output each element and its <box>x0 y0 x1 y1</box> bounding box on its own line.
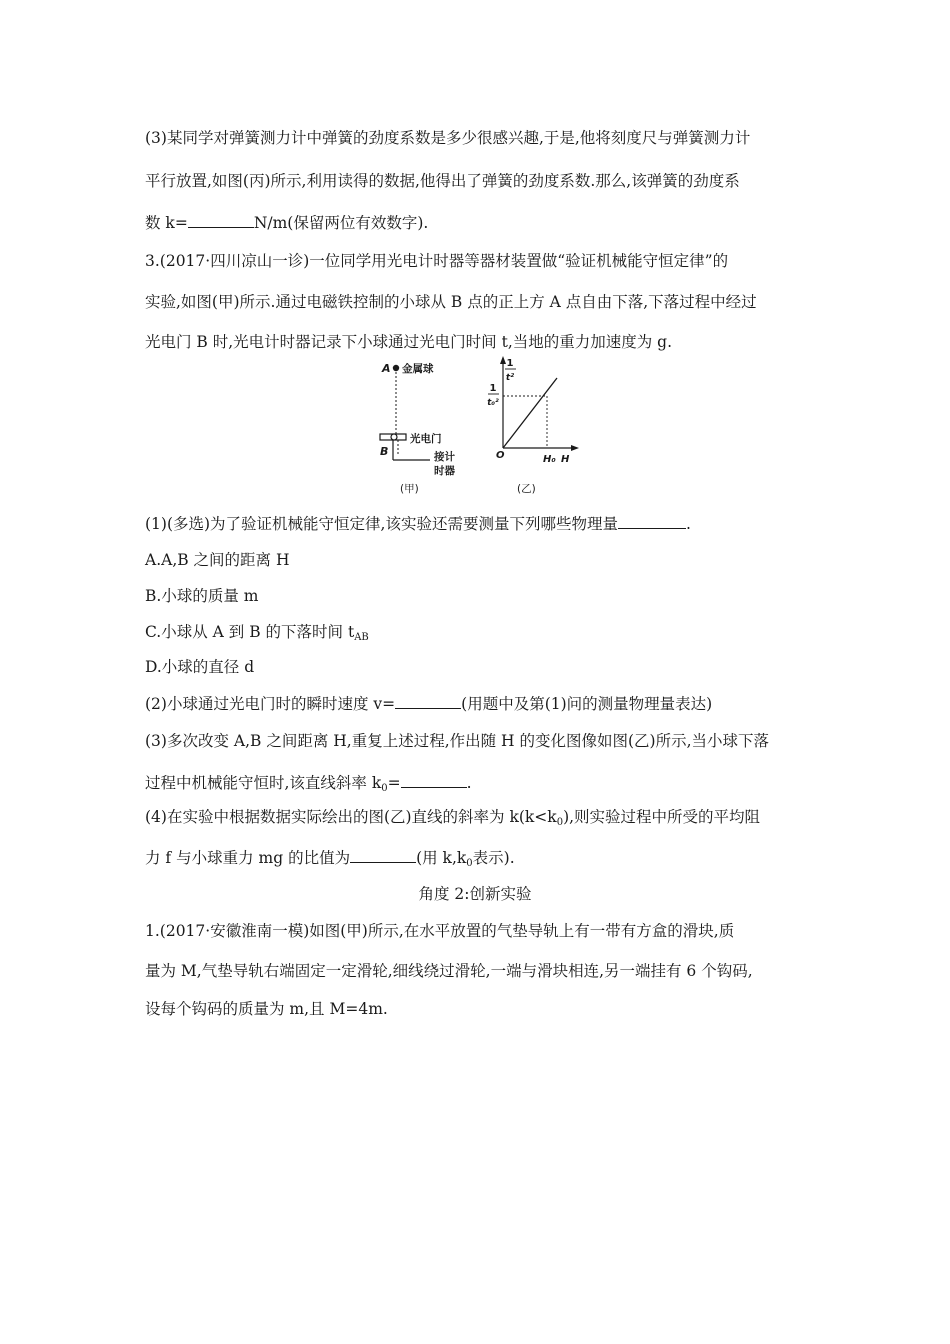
ball-label: 金属球 <box>402 363 434 375</box>
section-title: 角度 2:创新实验 <box>418 885 532 903</box>
question-line: (3)多次改变 A,B 之间距离 H,重复上述过程,作出随 H 的变化图像如图(乙)所示,当小球下落 <box>145 732 770 750</box>
x-axis-arrow <box>571 445 579 451</box>
question-line: 光电门 B 时,光电计时器记录下小球通过光电门时间 t,当地的重力加速度为 g. <box>145 333 673 351</box>
figure-yi <box>485 352 585 498</box>
caption-yi: (乙) <box>517 483 536 495</box>
text-segment: (4)在实验中根据数据实际绘出的图(乙)直线的斜率为 k(k<k <box>145 808 557 826</box>
text-segment: (用题中及第(1)问的测量物理量表达) <box>461 695 713 713</box>
option-a: A.A,B 之间的距离 H <box>145 551 290 569</box>
question-line: 量为 M,气垫导轨右端固定一定滑轮,细线绕过滑轮,一端与滑块相连,另一端挂有 6 个钩码, <box>145 962 753 980</box>
timer-label: 接计 <box>434 451 455 463</box>
question-line <box>145 846 810 875</box>
text-segment: 力 f 与小球重力 mg 的比值为 <box>145 849 351 867</box>
answer-blank <box>618 512 686 529</box>
y-axis-arrow <box>500 356 506 364</box>
question-line: 3.(2017·四川凉山一诊)一位同学用光电计时器等器材装置做“验证机械能守恒定律”的 <box>145 252 729 270</box>
text-segment: . <box>685 515 691 533</box>
y-label-denominator: t² <box>505 373 515 383</box>
text-segment: . <box>466 774 472 792</box>
answer-blank <box>401 771 467 788</box>
text-segment: (1)(多选)为了验证机械能守恒定律,该实验还需要测量下列哪些物理量 <box>145 515 618 533</box>
text-segment: 表示). <box>472 849 515 867</box>
origin-label: O <box>496 450 505 461</box>
question-line: 设每个钩码的质量为 m,且 M=4m. <box>145 1000 388 1018</box>
label-a: A <box>382 362 391 375</box>
photogate-sensor <box>391 434 397 440</box>
answer-blank <box>350 846 416 863</box>
paragraph-line: (3)某同学对弹簧测力计中弹簧的劲度系数是多少很感兴趣,于是,他将刻度尺与弹簧测力计 <box>145 129 751 147</box>
metal-ball <box>393 365 399 371</box>
y0-numerator: 1 <box>489 383 497 394</box>
text-segment: 过程中机械能守恒时,该直线斜率 k <box>145 774 382 792</box>
y-label-numerator: 1 <box>506 358 514 369</box>
option-c <box>145 621 810 649</box>
answer-blank <box>395 692 461 709</box>
text-segment: 数 k= <box>145 214 188 232</box>
subscript: 0 <box>381 783 388 794</box>
question-line <box>145 771 810 800</box>
text-segment: C.小球从 A 到 B 的下落时间 t <box>145 623 355 641</box>
x-axis-label: H <box>561 454 570 465</box>
fit-line <box>503 378 557 448</box>
label-b: B <box>380 445 389 458</box>
answer-blank <box>188 211 254 228</box>
text-segment: ),则实验过程中所受的平均阻 <box>563 808 761 826</box>
h0-label: H₀ <box>543 454 556 465</box>
text-segment: N/m(保留两位有效数字). <box>253 214 429 232</box>
subscript: 0 <box>556 817 564 828</box>
subscript: AB <box>354 632 369 643</box>
caption-jia: (甲) <box>400 483 419 495</box>
text-segment: (用 k,k <box>416 849 467 867</box>
question-line <box>145 692 810 715</box>
question-line: 实验,如图(甲)所示.通过电磁铁控制的小球从 B 点的正上方 A 点自由下落,下落过程中经过 <box>145 293 757 311</box>
paragraph-line: 平行放置,如图(丙)所示,利用读得的数据,他得出了弹簧的劲度系数.那么,该弹簧的劲度系 <box>145 172 740 190</box>
timer-label: 时器 <box>434 465 455 477</box>
question-line <box>145 806 810 834</box>
question-line <box>145 512 810 535</box>
paragraph-line <box>145 211 810 234</box>
gate-label: 光电门 <box>410 433 442 445</box>
question-line: 1.(2017·安徽淮南一模)如图(甲)所示,在水平放置的气垫导轨上有一带有方盒的滑块,质 <box>145 922 735 940</box>
option-d: D.小球的直径 d <box>145 658 255 676</box>
subscript: 0 <box>466 858 473 869</box>
y0-denominator: t₀² <box>487 398 499 408</box>
text-segment: (2)小球通过光电门时的瞬时速度 v= <box>145 695 396 713</box>
figure-jia <box>372 356 472 498</box>
option-b: B.小球的质量 m <box>145 587 259 605</box>
text-segment: = <box>387 774 401 792</box>
